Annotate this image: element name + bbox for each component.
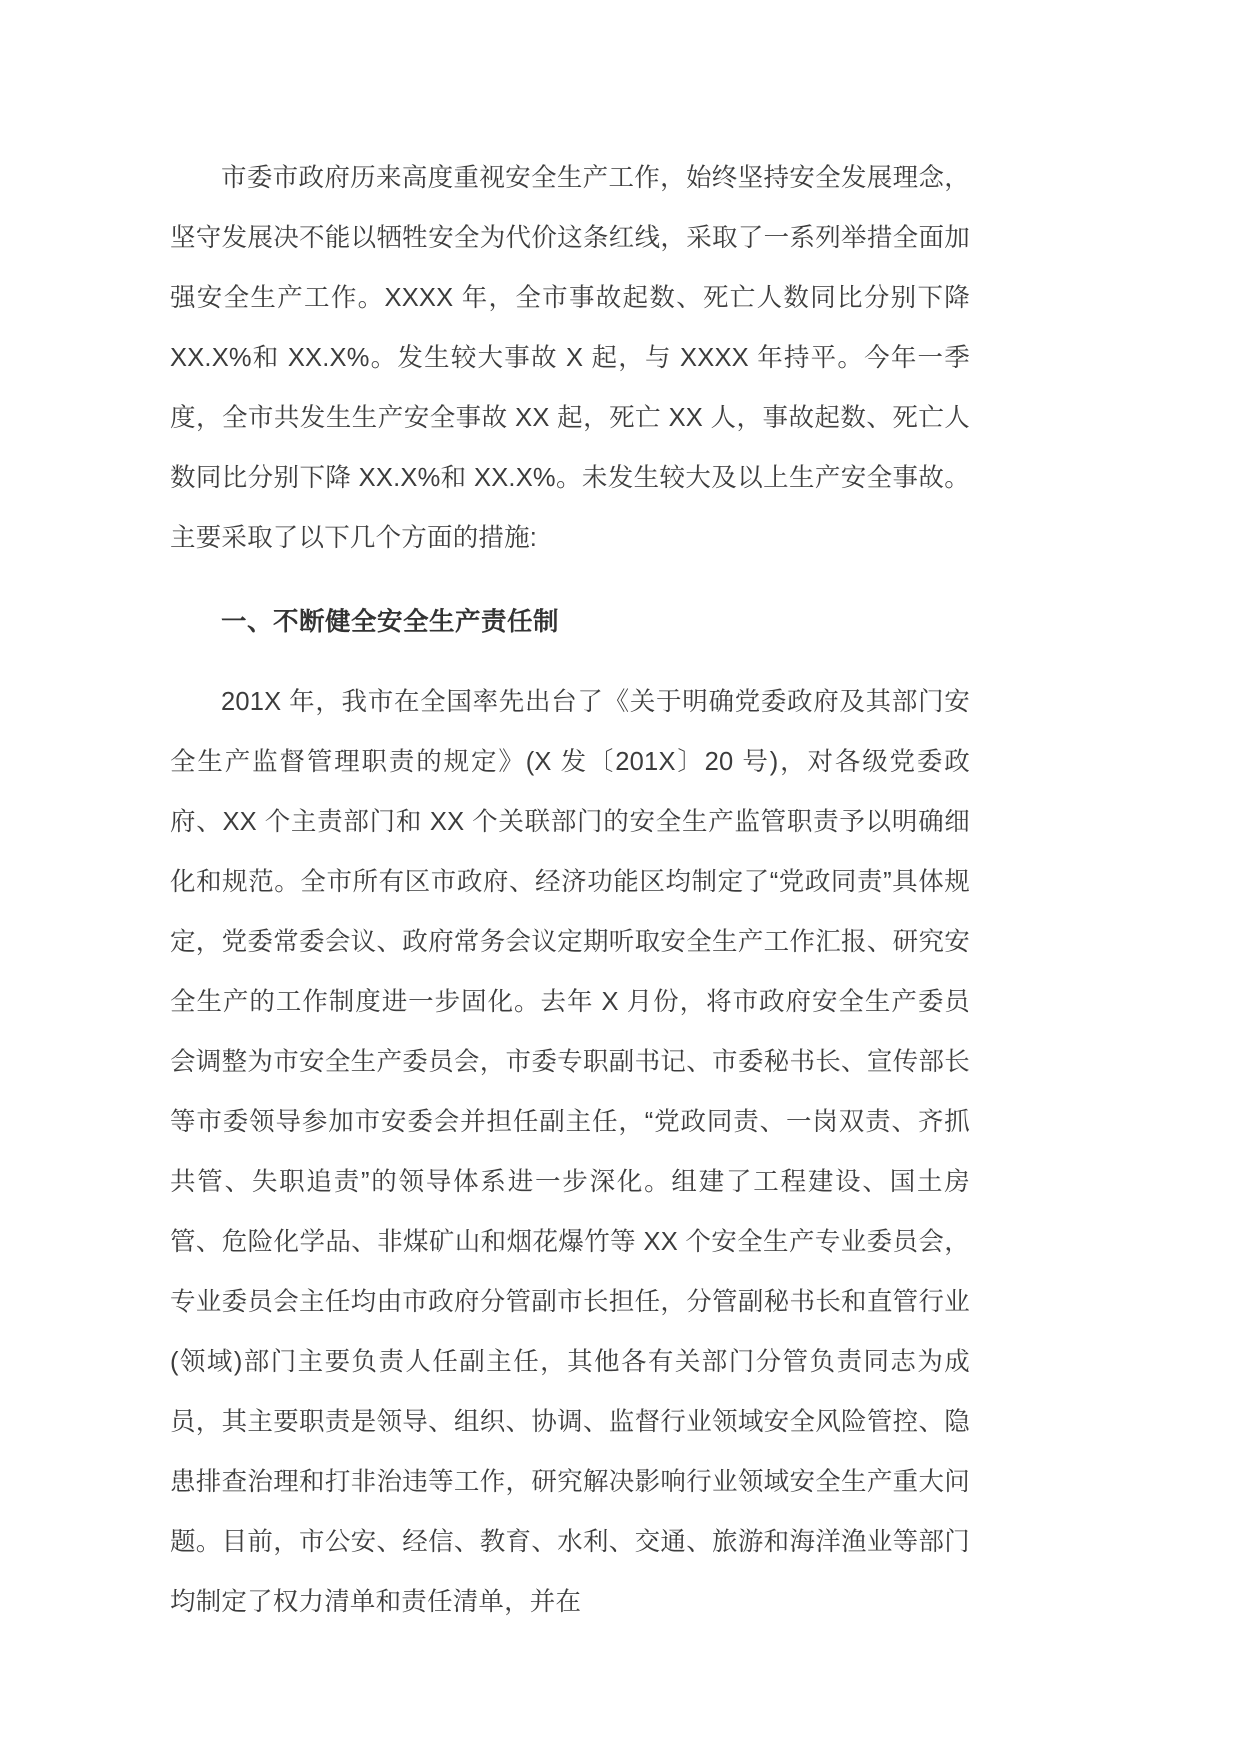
paragraph-spacer — [170, 568, 970, 592]
section-1-paragraph: 201X 年，我市在全国率先出台了《关于明确党委政府及其部门安全生产监督管理职责的规定》(X 发〔201X〕20 号)，对各级党委政府、XX 个主责部门和 XX 个关联部门的安全生产监管职责予以明确细化和规范。全市所有区市政府、经济功能区均制定了“党政同责”具体规定，党委常委会议、政府常务会议定期听取安全生产工作汇报、研究安全生产的工作制度进一步固化。去年 X 月份，将市政府安全生产委员会调整为市安全生产委员会，市委专职副书记、市委秘书长、宣传部长等市委领导参加市安委会并担任副主任，“党政同责、一岗双责、齐抓共管、失职追责”的领导体系进一步深化。组建了工程建设、国土房管、危险化学品、非煤矿山和烟花爆竹等 XX 个安全生产专业委员会，专业委员会主任均由市政府分管副市长担任，分管副秘书长和直管行业(领域)部门主要负责人任副主任，其他各有关部门分管负责同志为成员，其主要职责是领导、组织、协调、监督行业领域安全风险管控、隐患排查治理和打非治违等工作，研究解决影响行业领域安全生产重大问题。目前，市公安、经信、教育、水利、交通、旅游和海洋渔业等部门均制定了权力清单和责任清单，并在 — [170, 688, 970, 1616]
section-heading-1: 一、不断健全安全生产责任制 — [221, 608, 560, 636]
heading-spacer — [170, 652, 970, 672]
intro-paragraph: 市委市政府历来高度重视安全生产工作，始终坚持安全发展理念，坚守发展决不能以牺牲安全为代价这条红线，采取了一系列举措全面加强安全生产工作。XXXX 年，全市事故起数、死亡人数同比分别下降 XX.X%和 XX.X%。发生较大事故 X 起，与 XXXX 年持平。今年一季度，全市共发生生产安全事故 XX 起，死亡 XX 人，事故起数、死亡人数同比分别下降 XX.X%和 XX.X%。未发生较大及以上生产安全事故。主要采取了以下几个方面的措施: — [170, 164, 970, 552]
document-body — [170, 148, 970, 1632]
